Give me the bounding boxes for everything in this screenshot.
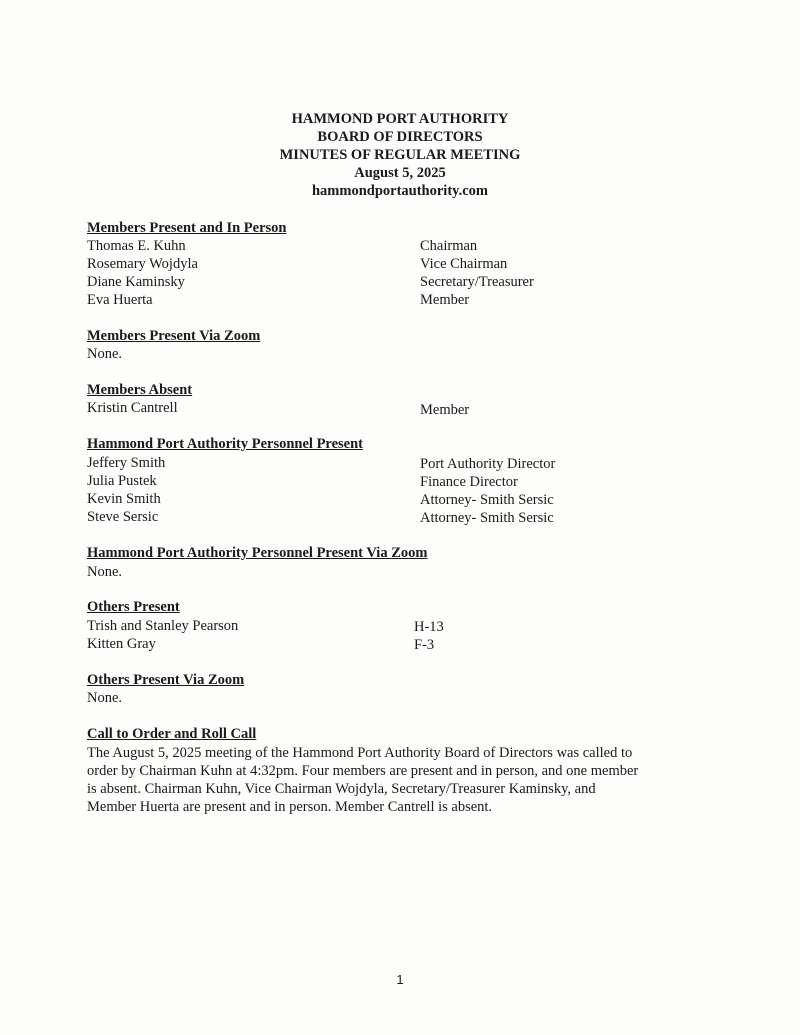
document-header (0, 110, 800, 200)
personnel-role: Attorney- Smith Sersic (420, 492, 554, 508)
personnel-zoom-none: None. (87, 564, 123, 580)
member-name: Eva Huerta (87, 292, 153, 308)
website: hammondportauthority.com (311, 183, 489, 199)
paragraph-line: Member Huerta are present and in person. Member Cantrell is absent. (87, 799, 493, 815)
section-title-others-zoom: Others Present Via Zoom (87, 672, 245, 688)
paragraph-line: is absent. Chairman Kuhn, Vice Chairman Wojdyla, Secretary/Treasurer Kaminsky, and (87, 781, 596, 797)
call-to-order-paragraph (87, 744, 707, 816)
personnel-role: Attorney- Smith Sersic (420, 510, 554, 526)
others-zoom-none: None. (87, 690, 123, 706)
personnel-name: Julia Pustek (87, 473, 157, 489)
section-title-members-present: Members Present and In Person (87, 220, 287, 236)
document-type: MINUTES OF REGULAR MEETING (279, 147, 521, 163)
personnel-role: Finance Director (420, 474, 518, 490)
member-role: Vice Chairman (420, 256, 508, 272)
personnel-role: Port Authority Director (420, 456, 556, 472)
members-zoom-none: None. (87, 346, 123, 362)
section-title-members-zoom: Members Present Via Zoom (87, 328, 261, 344)
section-title-call-to-order: Call to Order and Roll Call (87, 726, 257, 742)
board-name: BOARD OF DIRECTORS (317, 129, 483, 145)
personnel-name: Steve Sersic (87, 509, 159, 525)
org-name: HAMMOND PORT AUTHORITY (291, 111, 509, 127)
absent-member-name: Kristin Cantrell (87, 400, 178, 416)
section-title-personnel-present: Hammond Port Authority Personnel Present (87, 436, 364, 452)
paragraph-line: order by Chairman Kuhn at 4:32pm. Four members are present and in person, and one member (87, 763, 639, 779)
other-unit: F-3 (414, 637, 435, 653)
member-name: Rosemary Wojdyla (87, 256, 198, 272)
member-role: Secretary/Treasurer (420, 274, 534, 290)
meeting-date: August 5, 2025 (354, 165, 446, 181)
member-role: Member (420, 292, 470, 308)
absent-member-role: Member (420, 402, 470, 418)
member-role: Chairman (420, 238, 478, 254)
other-unit: H-13 (414, 619, 444, 635)
personnel-name: Kevin Smith (87, 491, 161, 507)
paragraph-line: The August 5, 2025 meeting of the Hammond Port Authority Board of Directors was called to (87, 745, 633, 761)
page-number: 1 (396, 972, 404, 987)
section-title-others-present: Others Present (87, 599, 180, 615)
other-name: Kitten Gray (87, 636, 156, 652)
section-title-personnel-zoom: Hammond Port Authority Personnel Present Via Zoom (87, 545, 428, 561)
section-title-members-absent: Members Absent (87, 382, 193, 398)
other-name: Trish and Stanley Pearson (87, 618, 239, 634)
member-name: Diane Kaminsky (87, 274, 185, 290)
personnel-name: Jeffery Smith (87, 455, 166, 471)
member-name: Thomas E. Kuhn (87, 238, 186, 254)
